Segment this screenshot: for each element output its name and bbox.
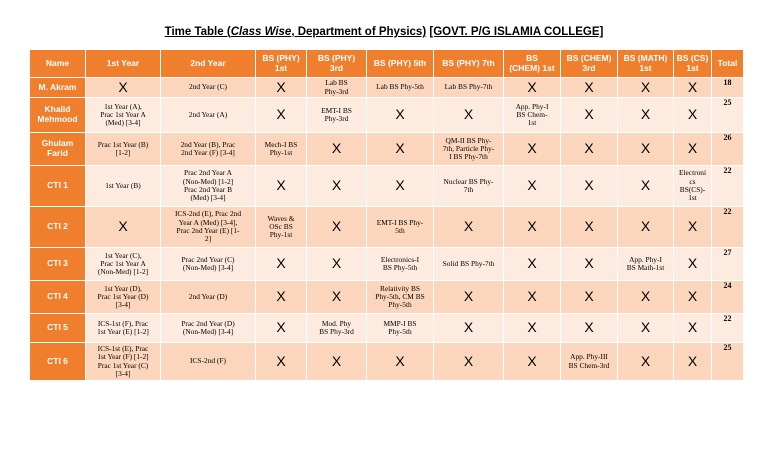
empty-slot-mark: X [256,343,307,381]
empty-slot-mark: X [256,314,307,343]
empty-slot-mark: X [256,248,307,281]
class-slot: Solid BS Phy-7th [434,248,504,281]
row-name: CTI 1 [30,166,86,207]
empty-slot-mark: X [504,314,561,343]
class-slot: 2nd Year (A) [161,98,256,133]
empty-slot-mark: X [256,281,307,314]
empty-slot-mark: X [618,98,674,133]
class-slot: Prac 1st Year (B) [1-2] [86,133,161,166]
column-header: BS (CHEM) 1st [504,50,561,78]
class-slot: EMT-I BS Phy- 5th [367,207,434,248]
class-slot: MMP-I BS Phy-5th [367,314,434,343]
column-header: BS (CHEM) 3rd [561,50,618,78]
college-name: [GOVT. P/G ISLAMIA COLLEGE] [429,26,604,38]
empty-slot-mark: X [434,343,504,381]
empty-slot-mark: X [504,133,561,166]
column-header: BS (CS) 1st [674,50,712,78]
empty-slot-mark: X [674,207,712,248]
table-row [30,78,744,98]
empty-slot-mark: X [434,314,504,343]
class-slot: Lab BS Phy-5th [367,78,434,98]
empty-slot-mark: X [256,78,307,98]
table-row [30,98,744,133]
empty-slot-mark: X [674,314,712,343]
empty-slot-mark: X [307,281,367,314]
empty-slot-mark: X [561,248,618,281]
class-slot: ICS-1st (F), Prac 1st Year (E) [1-2] [86,314,161,343]
class-slot: Mod. Phy BS Phy-3rd [307,314,367,343]
class-slot: 2nd Year (C) [161,78,256,98]
column-header: Name [30,50,86,78]
table-row [30,207,744,248]
empty-slot-mark: X [307,166,367,207]
empty-slot-mark: X [618,207,674,248]
empty-slot-mark: X [561,314,618,343]
empty-slot-mark: X [504,248,561,281]
empty-slot-mark: X [674,78,712,98]
column-header: BS (PHY) 1st [256,50,307,78]
table-row [30,166,744,207]
empty-slot-mark: X [367,343,434,381]
class-slot: Prac 2nd Year (C) (Non-Med) [3-4] [161,248,256,281]
class-slot: Relativity BS Phy-5th, CM BS Phy-5th [367,281,434,314]
row-name: CTI 2 [30,207,86,248]
empty-slot-mark: X [618,78,674,98]
empty-slot-mark: X [434,98,504,133]
empty-slot-mark: X [504,166,561,207]
table-row [30,314,744,343]
empty-slot-mark: X [434,281,504,314]
class-slot: 2nd Year (D) [161,281,256,314]
header-row [30,50,744,78]
empty-slot-mark: X [618,133,674,166]
row-name: Khalid Mehmood [30,98,86,133]
page-title: Time Table (Class Wise, Department of Physics) [GOVT. P/G ISLAMIA COLLEGE] [164,26,604,38]
class-slot: Electronics-I BS Phy-5th [367,248,434,281]
table-row [30,343,744,381]
class-slot: Nuclear BS Phy- 7th [434,166,504,207]
empty-slot-mark: X [561,207,618,248]
empty-slot-mark: X [618,166,674,207]
row-total: 18 [712,78,744,98]
empty-slot-mark: X [307,207,367,248]
row-name: CTI 5 [30,314,86,343]
empty-slot-mark: X [434,207,504,248]
column-header: 2nd Year [161,50,256,78]
row-total: 25 [712,343,744,381]
empty-slot-mark: X [561,166,618,207]
class-slot: 1st Year (B) [86,166,161,207]
class-slot: ICS-2nd (E), Prac 2nd Year A (Med) [3-4], Prac 2nd Year (E) [1- 2] [161,207,256,248]
row-total: 22 [712,314,744,343]
row-total: 22 [712,166,744,207]
table-row [30,133,744,166]
empty-slot-mark: X [561,133,618,166]
empty-slot-mark: X [367,133,434,166]
empty-slot-mark: X [307,133,367,166]
row-name: CTI 3 [30,248,86,281]
empty-slot-mark: X [504,78,561,98]
table-row [30,248,744,281]
timetable [29,49,744,381]
class-slot: Prac 2nd Year A (Non-Med) [1-2] Prac 2nd Year B (Med) [3-4] [161,166,256,207]
column-header: BS (MATH) 1st [618,50,674,78]
class-slot: Electroni cs BS(CS)- 1st [674,166,712,207]
class-slot: Prac 2nd Year (D) (Non-Med) [3-4] [161,314,256,343]
empty-slot-mark: X [618,281,674,314]
column-header: BS (PHY) 5th [367,50,434,78]
row-name: Ghulam Farid [30,133,86,166]
class-slot: App. Phy-I BS Chem- 1st [504,98,561,133]
class-slot: 1st Year (A), Prac 1st Year A (Med) [3-4] [86,98,161,133]
class-slot: ICS-2nd (F) [161,343,256,381]
table-row [30,281,744,314]
empty-slot-mark: X [256,166,307,207]
column-header: Total [712,50,744,78]
row-total: 22 [712,207,744,248]
empty-slot-mark: X [618,343,674,381]
row-name: CTI 6 [30,343,86,381]
empty-slot-mark: X [86,78,161,98]
row-total: 24 [712,281,744,314]
row-name: M. Akram [30,78,86,98]
column-header: BS (PHY) 7th [434,50,504,78]
empty-slot-mark: X [674,98,712,133]
empty-slot-mark: X [561,98,618,133]
column-header: 1st Year [86,50,161,78]
empty-slot-mark: X [618,314,674,343]
empty-slot-mark: X [561,281,618,314]
empty-slot-mark: X [307,248,367,281]
empty-slot-mark: X [674,133,712,166]
class-slot: Waves & OSc BS Phy-1st [256,207,307,248]
empty-slot-mark: X [504,343,561,381]
row-total: 25 [712,98,744,133]
empty-slot-mark: X [504,207,561,248]
empty-slot-mark: X [674,281,712,314]
empty-slot-mark: X [86,207,161,248]
class-slot: ICS-1st (E), Prac 1st Year (F) [1-2] Prac 1st Year (C) [3-4] [86,343,161,381]
class-slot: App. Phy-I BS Math-1st [618,248,674,281]
empty-slot-mark: X [367,166,434,207]
empty-slot-mark: X [674,343,712,381]
row-total: 27 [712,248,744,281]
empty-slot-mark: X [307,343,367,381]
row-total: 26 [712,133,744,166]
empty-slot-mark: X [674,248,712,281]
empty-slot-mark: X [256,98,307,133]
class-slot: QM-II BS Phy- 7th, Particle Phy- I BS Phy-7th [434,133,504,166]
class-slot: 1st Year (C), Prac 1st Year A (Non-Med) [1-2] [86,248,161,281]
empty-slot-mark: X [367,98,434,133]
column-header: BS (PHY) 3rd [307,50,367,78]
empty-slot-mark: X [504,281,561,314]
class-slot: EMT-I BS Phy-3rd [307,98,367,133]
class-slot: Mech-I BS Phy-1st [256,133,307,166]
class-slot: 2nd Year (B), Prac 2nd Year (F) [3-4] [161,133,256,166]
class-slot: Lab BS Phy-3rd [307,78,367,98]
class-slot: Lab BS Phy-7th [434,78,504,98]
class-slot: 1st Year (D), Prac 1st Year (D) [3-4] [86,281,161,314]
class-slot: App. Phy-III BS Chem-3rd [561,343,618,381]
row-name: CTI 4 [30,281,86,314]
empty-slot-mark: X [561,78,618,98]
